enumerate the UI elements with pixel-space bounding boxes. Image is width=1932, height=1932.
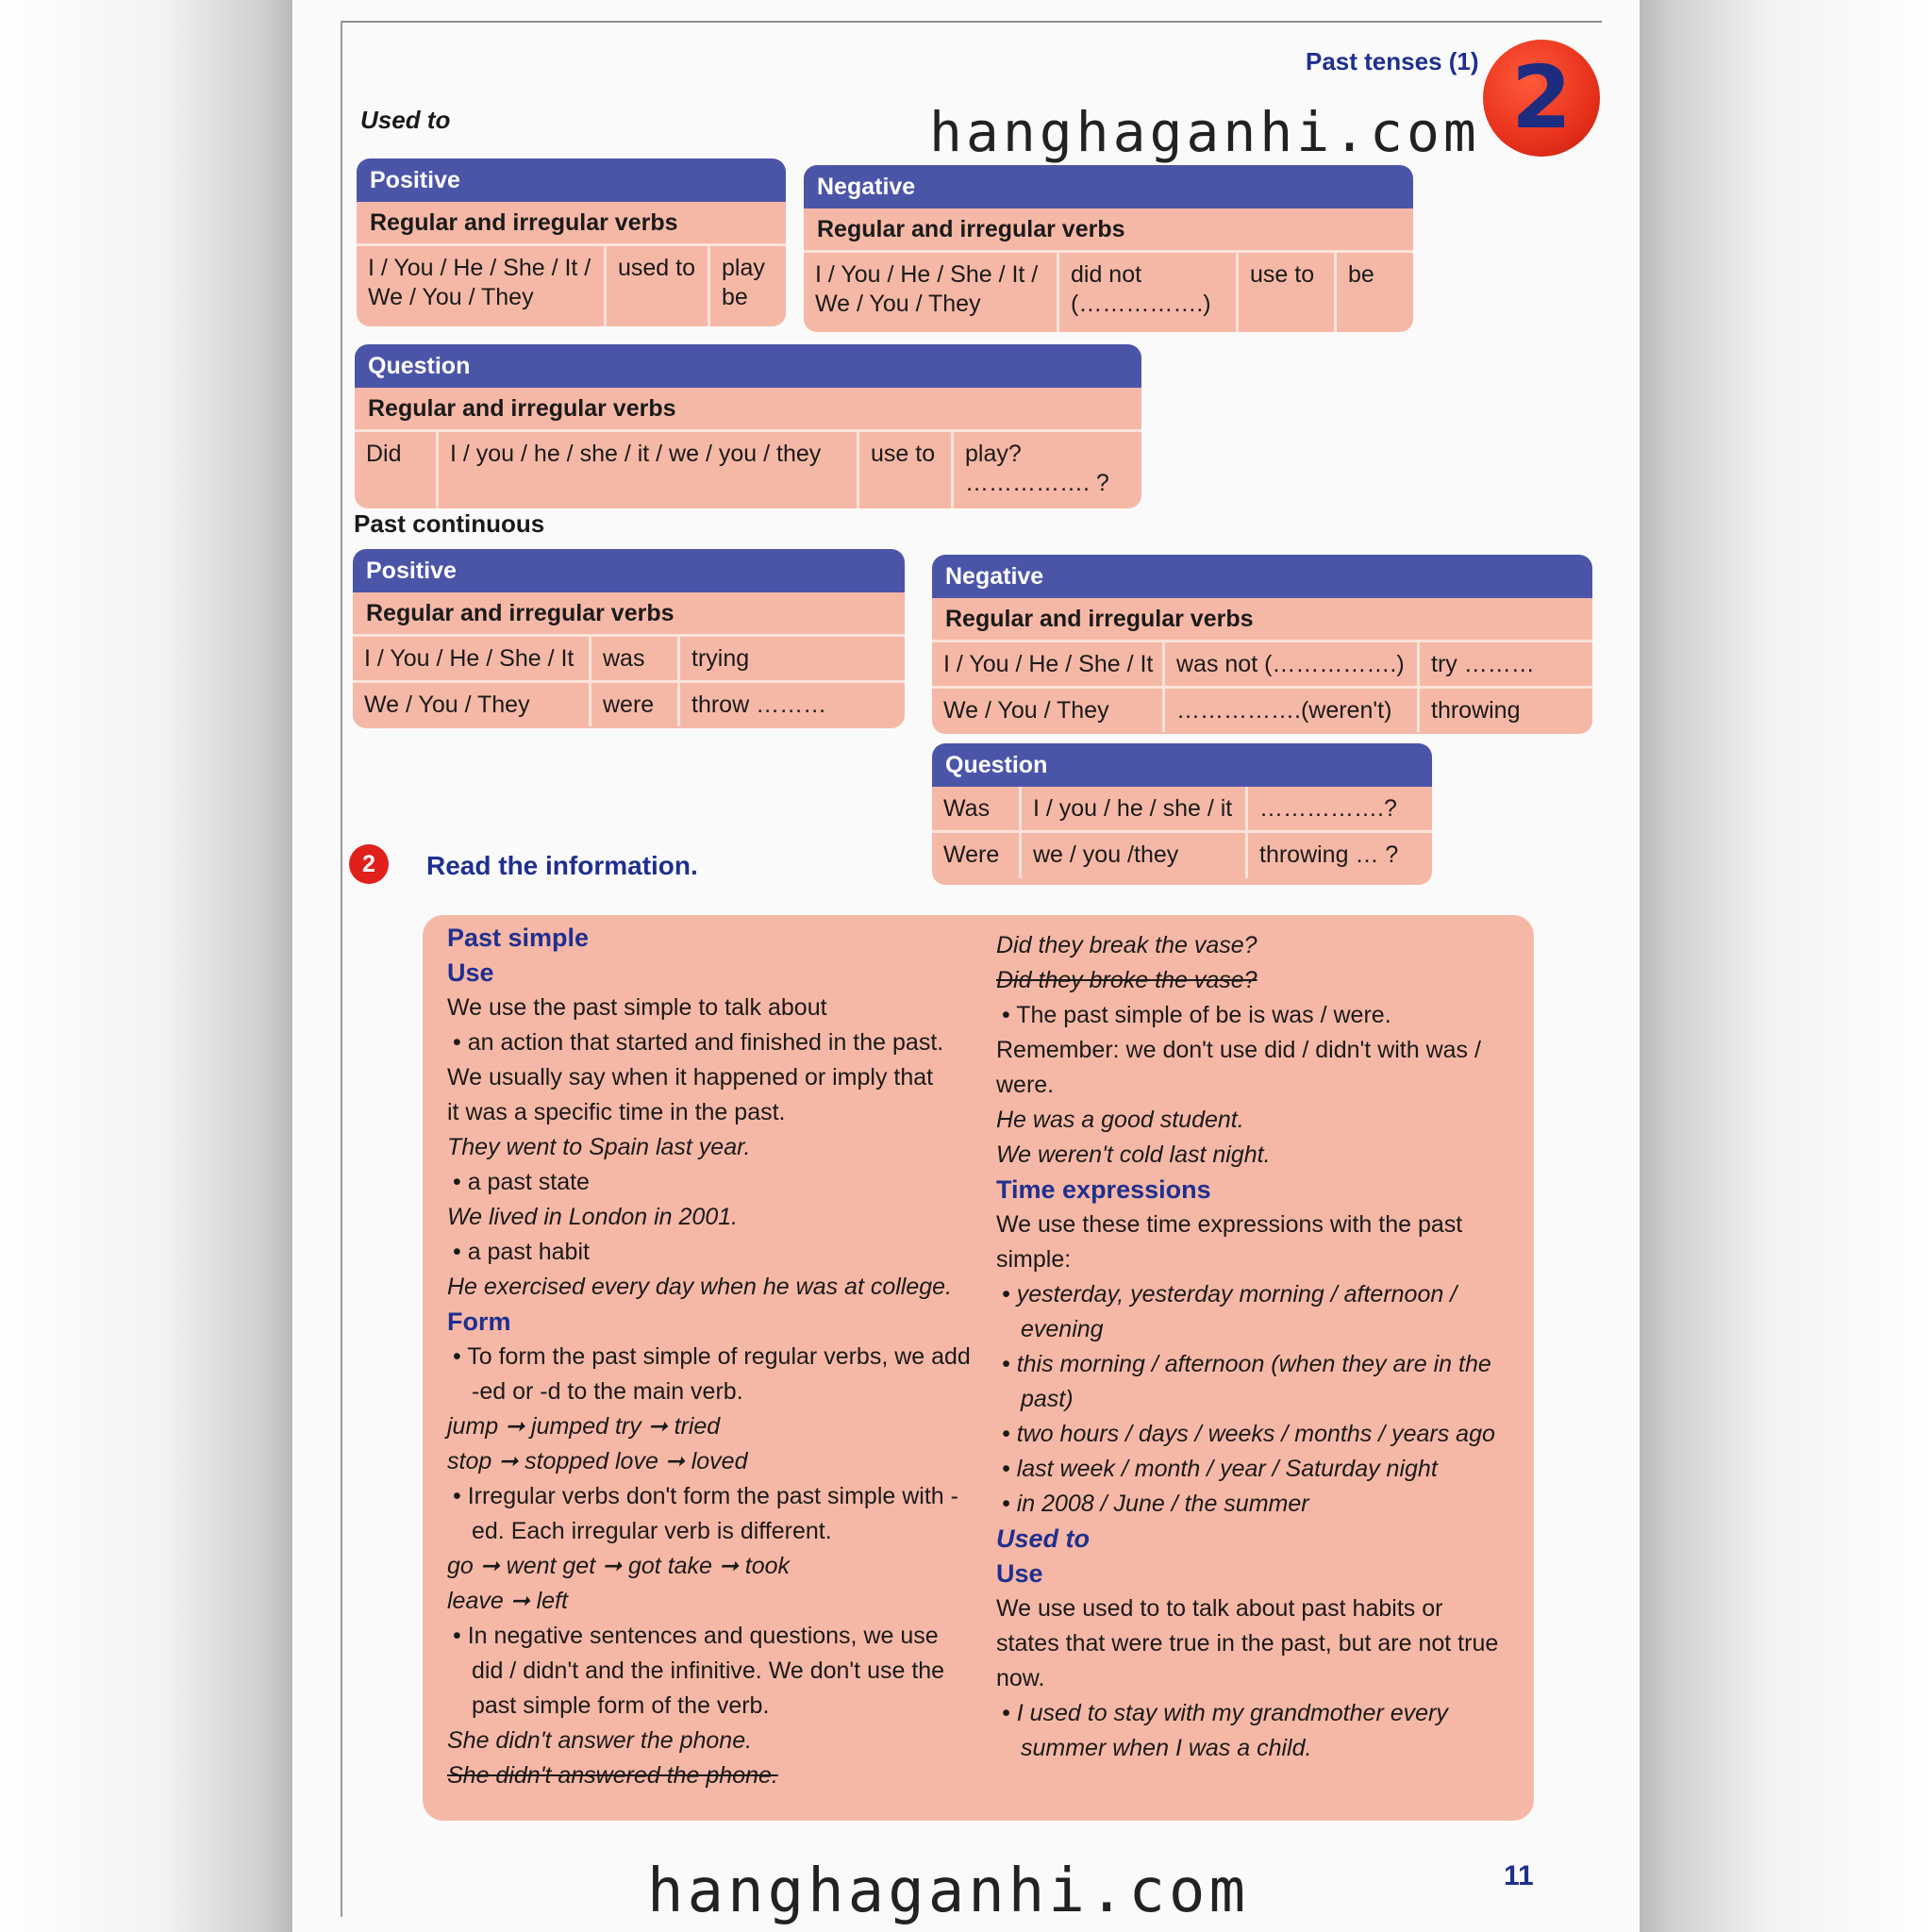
- unit-badge: [1483, 40, 1600, 157]
- info-line: We use used to to talk about past habits or states that were true in the past, but are not true now.: [996, 1595, 1499, 1691]
- info-bullet: • I used to stay with my grandmother every summer when I was a child.: [996, 1696, 1506, 1766]
- table-cell: We / You / They: [943, 697, 1109, 724]
- info-line: go ➞ went get ➞ got take ➞ took: [447, 1553, 791, 1579]
- table-cell: play be: [708, 246, 786, 326]
- left-rule: [341, 21, 342, 1917]
- info-line: We use these time expressions with the past simple:: [996, 1211, 1463, 1273]
- table-cell: Did: [366, 441, 402, 467]
- table-cell: Was: [943, 795, 991, 822]
- table-cell: throwing … ?: [1245, 833, 1432, 878]
- info-line: Remember: we don't use did / didn't with was / were.: [996, 1037, 1481, 1098]
- table-cell: use to: [857, 432, 951, 508]
- table-header: Question: [932, 743, 1432, 787]
- info-line: leave ➞ left: [447, 1588, 568, 1614]
- table-header: Question: [355, 344, 1141, 388]
- info-heading: Used to: [996, 1524, 1091, 1553]
- table-cell: We / You / They: [364, 691, 530, 718]
- info-heading: Use: [447, 958, 494, 987]
- info-bullet: • To form the past simple of regular verbs, we add -ed or -d to the main verb.: [447, 1340, 975, 1409]
- table-cell: play? ……………. ?: [951, 432, 1141, 508]
- table-cell: I / You / He / She / It: [364, 645, 575, 672]
- table-cell: be: [1334, 253, 1413, 332]
- page-shadow-left: [0, 0, 292, 1932]
- table-cell: throw ………: [677, 683, 905, 726]
- info-line: Did they break the vase?: [996, 932, 1257, 958]
- used-to-positive-table: [357, 158, 786, 326]
- info-heading: Time expressions: [996, 1175, 1211, 1204]
- table-cell: we / you /they: [1019, 833, 1245, 878]
- info-line: He was a good student.: [996, 1107, 1244, 1133]
- info-bullet: • this morning / afternoon (when they are in the past): [996, 1347, 1506, 1417]
- info-bullet: • in 2008 / June / the summer: [996, 1487, 1506, 1522]
- table-cell: used to: [604, 246, 708, 326]
- info-line: She didn't answer the phone.: [447, 1727, 753, 1754]
- table-cell: try ………: [1417, 642, 1592, 686]
- table-header: Negative: [932, 555, 1592, 598]
- info-line: He exercised every day when he was at college.: [447, 1274, 953, 1300]
- table-cell: throwing: [1417, 689, 1592, 732]
- table-cell: …………….?: [1245, 787, 1432, 830]
- info-bullet: • yesterday, yesterday morning / afternoon / evening: [996, 1277, 1506, 1347]
- past-continuous-negative-table: [932, 555, 1592, 734]
- info-line: She didn't answered the phone.: [447, 1762, 778, 1789]
- info-line: it was a specific time in the past.: [447, 1099, 786, 1125]
- table-header: Positive: [357, 158, 786, 202]
- past-continuous-positive-table: [353, 549, 905, 728]
- table-subheader: Regular and irregular verbs: [357, 202, 786, 246]
- table-cell: I / You / He / She / It: [943, 651, 1154, 677]
- exercise-number: 2: [349, 844, 389, 884]
- table-cell: was: [589, 637, 677, 680]
- table-header: Negative: [804, 165, 1413, 208]
- table-cell: I / you / he / she / it: [1019, 787, 1245, 830]
- info-line: They went to Spain last year.: [447, 1134, 751, 1160]
- info-line: We usually say when it happened or imply that: [447, 1064, 934, 1091]
- info-bullet: • an action that started and finished in the past.: [447, 1025, 975, 1060]
- used-to-label: Used to: [360, 106, 451, 134]
- info-line: Did they broke the vase?: [996, 967, 1257, 993]
- info-line: We weren't cold last night.: [996, 1141, 1271, 1168]
- table-cell: I / you / he / she / it / we / you / they: [436, 432, 857, 508]
- past-continuous-question-table: [932, 743, 1432, 885]
- info-line: jump ➞ jumped try ➞ tried: [447, 1413, 721, 1440]
- top-rule: [341, 21, 1602, 23]
- table-cell: Were: [943, 841, 1000, 868]
- table-header: Positive: [353, 549, 905, 592]
- info-heading: Use: [996, 1559, 1043, 1588]
- info-bullet: • The past simple of be is was / were.: [996, 998, 1506, 1033]
- page-number: 11: [1504, 1860, 1534, 1891]
- info-bullet: • a past habit: [447, 1235, 975, 1270]
- info-line: We use the past simple to talk about: [447, 994, 827, 1021]
- used-to-negative-table: [804, 165, 1413, 332]
- info-line: We lived in London in 2001.: [447, 1204, 739, 1230]
- info-bullet: • a past state: [447, 1165, 975, 1200]
- table-subheader: Regular and irregular verbs: [355, 388, 1141, 432]
- watermark-top: hanghaganhi.com: [929, 100, 1480, 164]
- info-right-column: [996, 928, 1506, 1766]
- info-heading: Past simple: [447, 924, 590, 952]
- table-cell: trying: [677, 637, 905, 680]
- info-bullet: • last week / month / year / Saturday night: [996, 1452, 1506, 1487]
- table-cell: I / You / He / She / It / We / You / They: [368, 255, 591, 310]
- table-cell: use to: [1236, 253, 1334, 332]
- table-cell: I / You / He / She / It / We / You / They: [815, 261, 1039, 317]
- info-line: stop ➞ stopped love ➞ loved: [447, 1448, 748, 1474]
- used-to-question-table: [355, 344, 1141, 508]
- table-cell: …………….(weren't): [1162, 689, 1417, 732]
- table-subheader: Regular and irregular verbs: [932, 598, 1592, 642]
- table-subheader: Regular and irregular verbs: [353, 592, 905, 637]
- past-continuous-label: Past continuous: [354, 509, 545, 538]
- info-bullet: • two hours / days / weeks / months / years ago: [996, 1417, 1506, 1452]
- info-heading: Form: [447, 1307, 511, 1336]
- exercise-instruction: Read the information.: [426, 851, 698, 880]
- page-shadow-right: [1640, 0, 1932, 1932]
- unit-number: 2: [1510, 47, 1572, 148]
- table-cell: did not (…………….): [1057, 253, 1236, 332]
- table-cell: was not (…………….): [1162, 642, 1417, 686]
- info-bullet: • Irregular verbs don't form the past simple with -ed. Each irregular verb is different.: [447, 1479, 975, 1549]
- info-bullet: • In negative sentences and questions, we use did / didn't and the infinitive. We don't use the past simple form of the verb.: [447, 1619, 975, 1724]
- page-title: Past tenses (1): [1306, 47, 1479, 75]
- watermark-bottom: hanghaganhi.com: [647, 1857, 1249, 1926]
- table-cell: were: [589, 683, 677, 726]
- table-subheader: Regular and irregular verbs: [804, 208, 1413, 253]
- info-left-column: [447, 921, 975, 1793]
